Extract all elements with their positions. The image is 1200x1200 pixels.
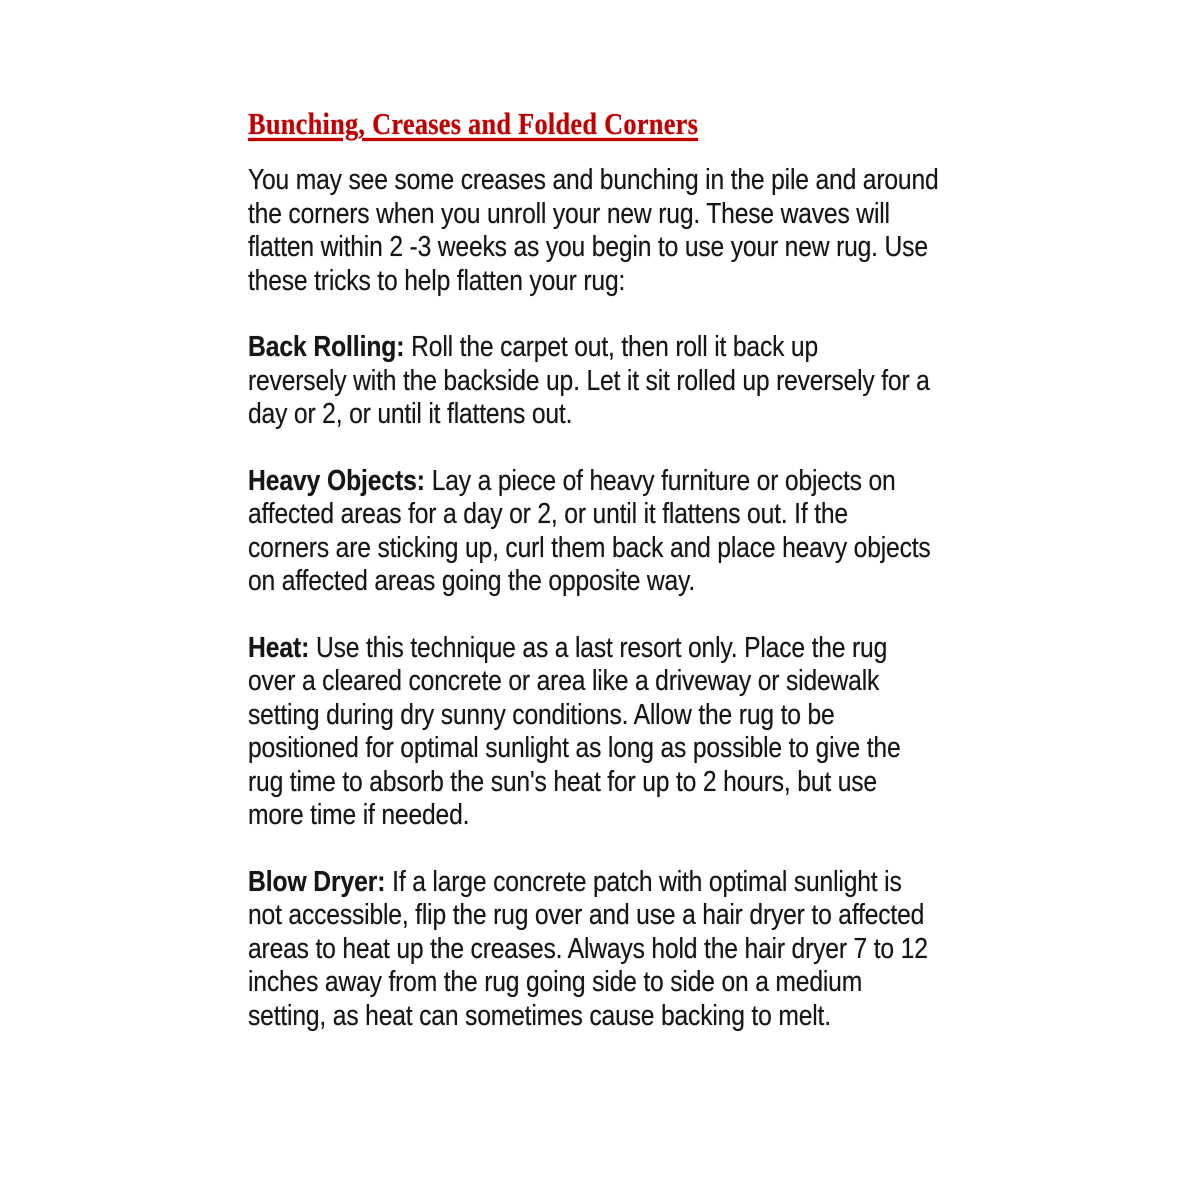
paragraph-text: Lay a piece of heavy furniture or objects on <box>431 464 896 497</box>
paragraph-line <box>248 632 962 666</box>
paragraph-line: inches away from the rug going side to side on a medium <box>248 966 863 998</box>
document-content <box>248 104 962 1033</box>
paragraph-line: flatten within 2 -3 weeks as you begin to use your new rug. Use <box>248 231 928 263</box>
paragraph-line: corners are sticking up, curl them back and place heavy objects <box>248 531 931 564</box>
paragraph-line: setting, as heat can sometimes cause backing to melt. <box>248 999 831 1032</box>
paragraph-lead: Heavy Objects: <box>248 464 432 497</box>
paragraph-line <box>248 465 962 499</box>
paragraph-text: Use this technique as a last resort only. Place the rug <box>315 631 888 664</box>
paragraph-line: these tricks to help flatten your rug: <box>248 264 626 297</box>
paragraph-text: Roll the carpet out, then roll it back up <box>411 331 819 363</box>
paragraph <box>248 866 962 1034</box>
paragraph-line <box>248 331 962 365</box>
paragraph-lead: Heat: <box>248 631 316 664</box>
paragraph-text: If a large concrete patch with optimal sunlight is <box>392 865 902 898</box>
paragraph <box>248 632 962 833</box>
paragraph-line: You may see some creases and bunching in the pile and around <box>248 164 939 196</box>
paragraph-line: on affected areas going the opposite way. <box>248 565 696 597</box>
paragraph <box>248 465 962 599</box>
paragraph-line: the corners when you unroll your new rug. These waves will <box>248 197 890 230</box>
paragraph-line: setting during dry sunny conditions. Allow the rug to be <box>248 698 835 731</box>
paragraph-line: reversely with the backside up. Let it sit rolled up reversely for a <box>248 364 930 397</box>
paragraph-line: over a cleared concrete or area like a driveway or sidewalk <box>248 665 880 697</box>
paragraph-line: rug time to absorb the sun's heat for up to 2 hours, but use <box>248 765 877 798</box>
paragraph-line: affected areas for a day or 2, or until it flattens out. If the <box>248 498 848 530</box>
paragraph <box>248 331 962 432</box>
paragraph-lead: Back Rolling: <box>248 331 412 363</box>
document-body <box>248 164 962 1033</box>
paragraph-line: more time if needed. <box>248 799 470 831</box>
document-heading: Bunching, Creases and Folded Corners <box>248 106 699 141</box>
paragraph-line: not accessible, flip the rug over and use a hair dryer to affected <box>248 899 925 931</box>
paragraph <box>248 164 962 298</box>
paragraph-line: areas to heat up the creases. Always hold the hair dryer 7 to 12 <box>248 932 928 965</box>
paragraph-line: day or 2, or until it flattens out. <box>248 398 573 430</box>
paragraph-line <box>248 866 962 900</box>
paragraph-line: positioned for optimal sunlight as long as possible to give the <box>248 732 901 764</box>
paragraph-lead: Blow Dryer: <box>248 865 393 898</box>
